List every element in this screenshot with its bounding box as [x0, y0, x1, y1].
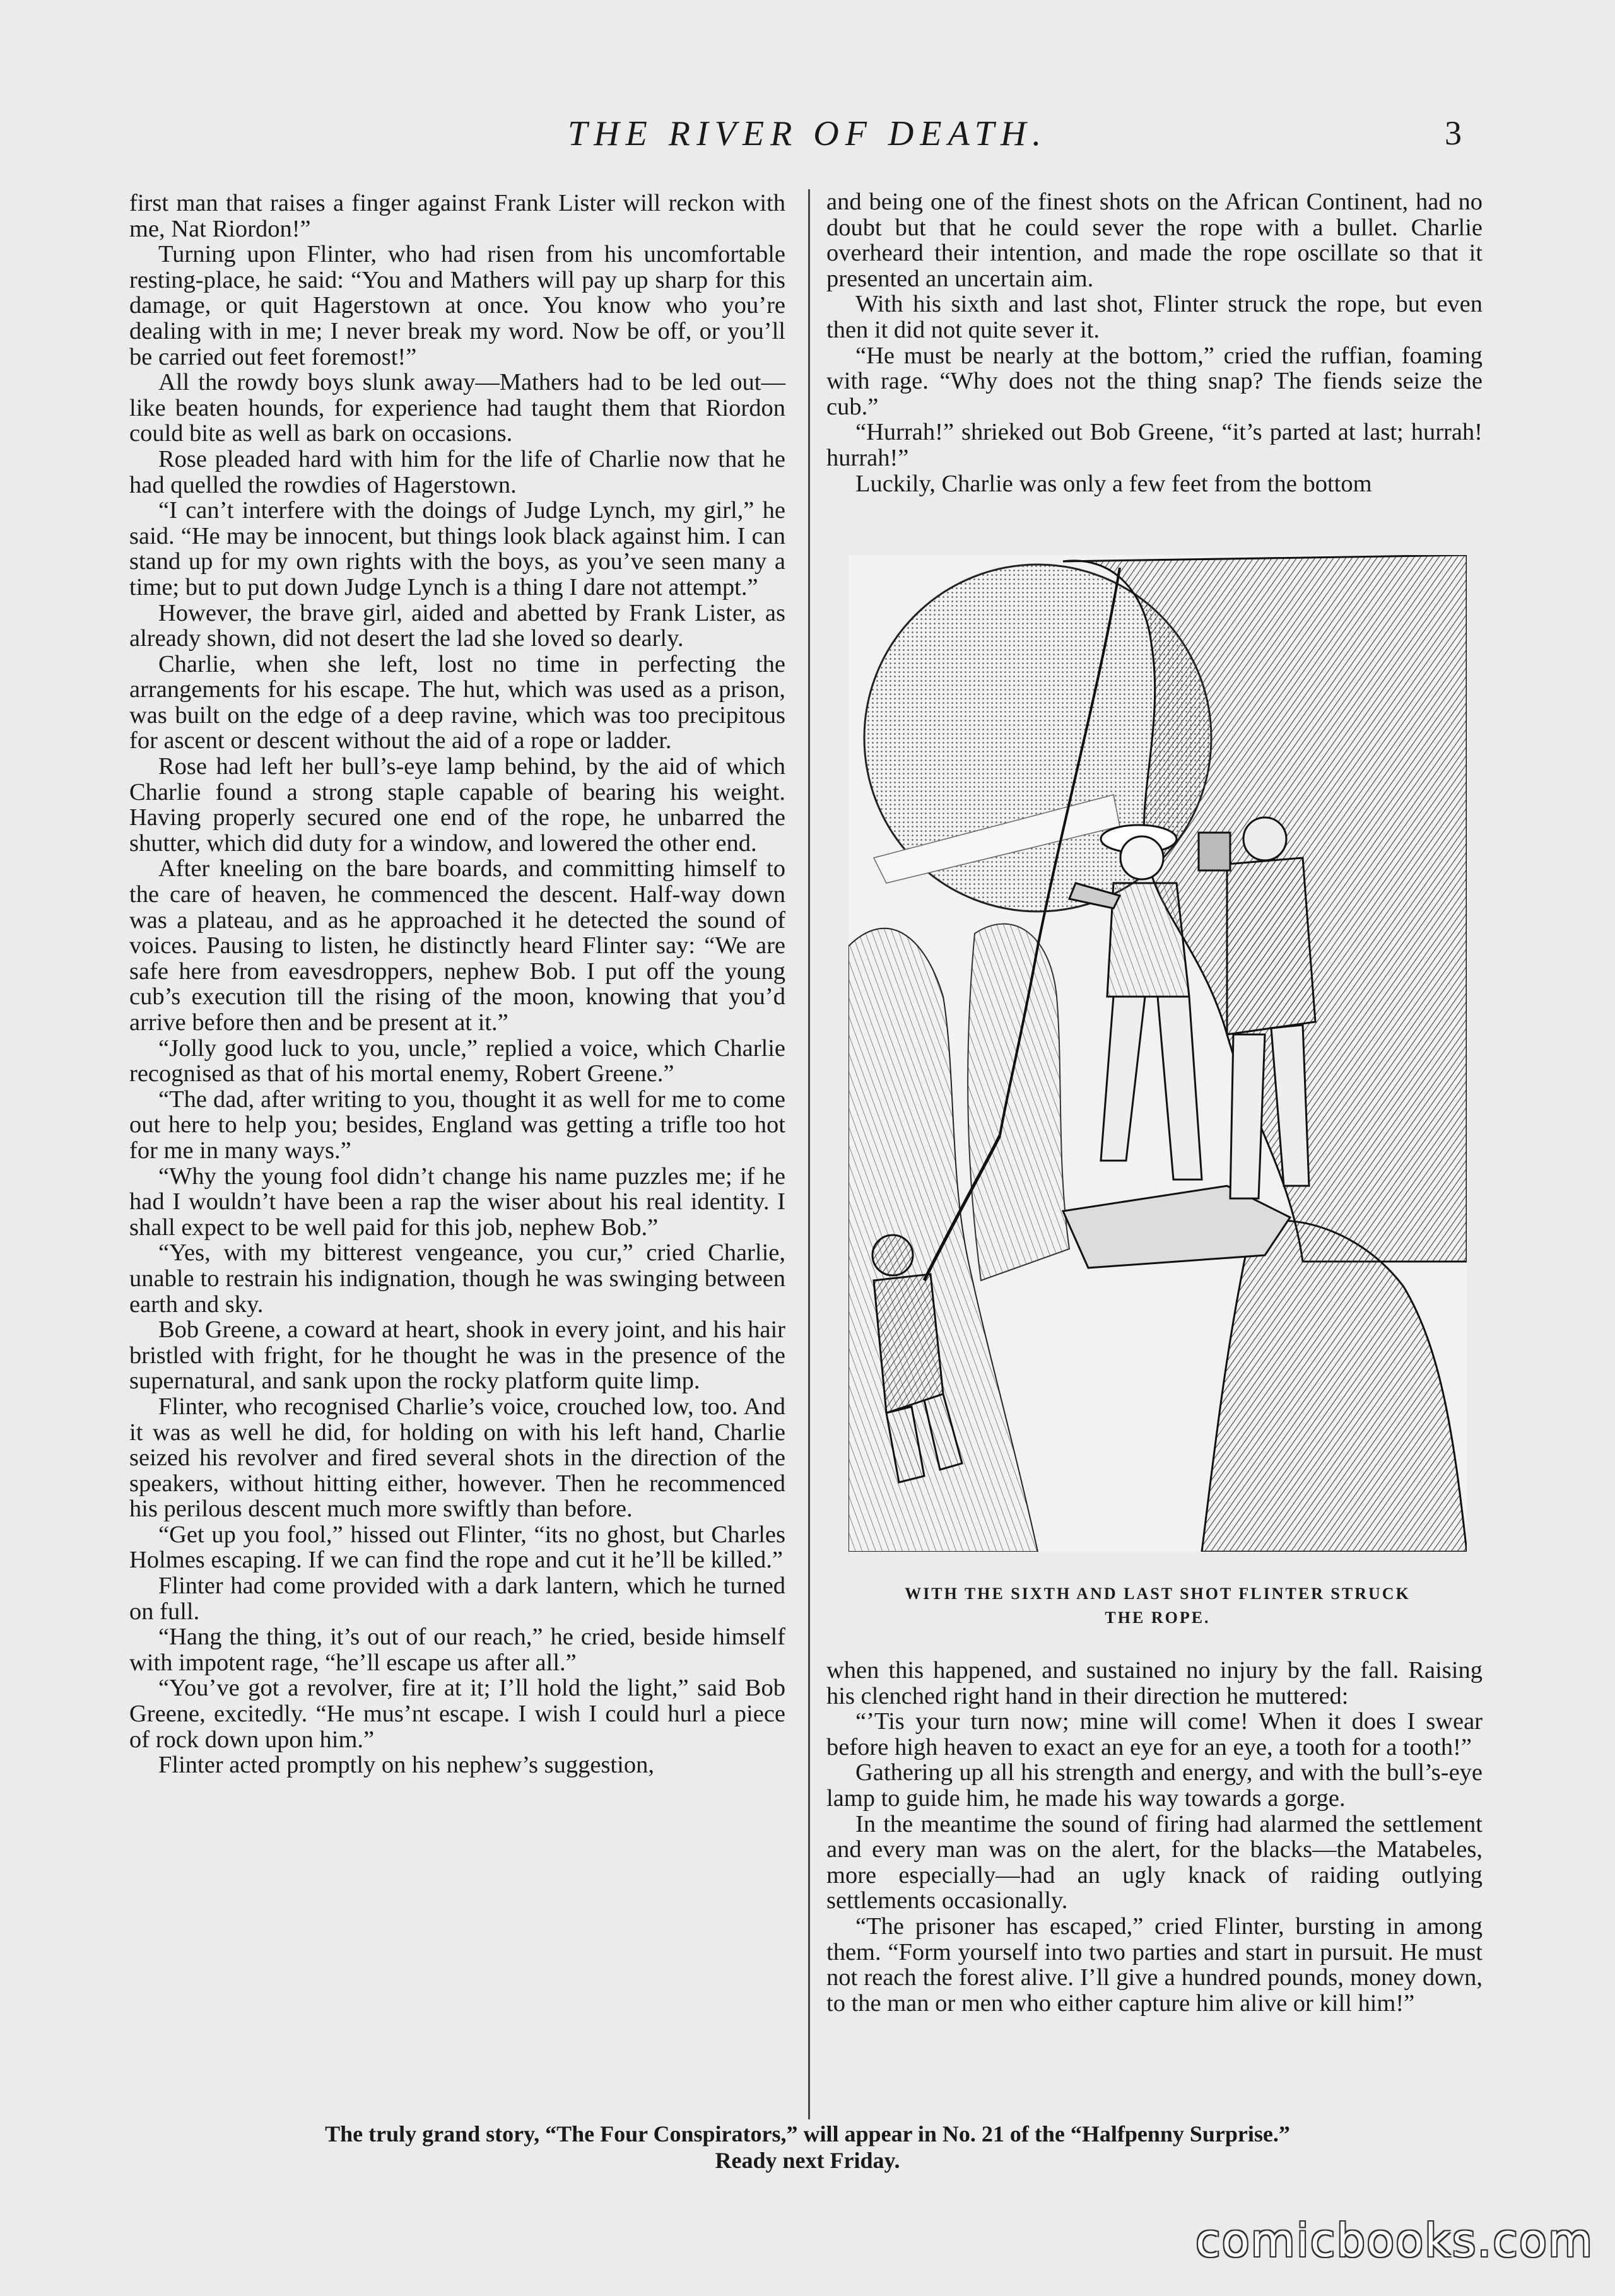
paragraph: “Hang the thing, it’s out of our reach,” he cried, beside himself with impotent rage, “he’ll escape us after all.” — [129, 1624, 785, 1676]
notice-line: Ready next Friday. — [715, 2148, 900, 2173]
notice-line: The truly grand story, “The Four Conspirators,” will appear in No. 21 of the “Halfpenny Surprise.” — [325, 2121, 1290, 2147]
next-issue-notice — [126, 2121, 1489, 2174]
paragraph: first man that raises a finger against Frank Lister will reckon with me, Nat Riordon!” — [129, 190, 785, 242]
left-column — [129, 190, 785, 1778]
site-watermark: comicbooks.com — [1195, 2214, 1594, 2267]
paragraph: With his sixth and last shot, Flinter struck the rope, but even then it did not quite sever it. — [826, 291, 1483, 343]
paragraph: Luckily, Charlie was only a few feet from the bottom — [855, 470, 1372, 497]
paragraph: “Get up you fool,” hissed out Flinter, “its no ghost, but Charles Holmes escaping. If we can find the rope and cut it he’ll be killed.” — [129, 1521, 785, 1574]
page-header — [0, 114, 1615, 170]
running-title: THE RIVER OF DEATH. — [568, 114, 1048, 153]
paragraph: Turning upon Flinter, who had risen from his uncomfortable resting-place, he said: “You and Mathers will pay up sharp for this damage, or quit Hagerstown at once. You know who you’re dealing with in me; I never break my word. Now be off, or you’ll be carried out feet foremost!” — [129, 241, 785, 370]
paragraph: “He must be nearly at the bottom,” cried the ruffian, foaming with rage. “Why does not the thing snap? The fiends seize the cub.” — [826, 342, 1483, 420]
paragraph: Charlie, when she left, lost no time in perfecting the arrangements for his escape. The hut, which was used as a prison, was built on the edge of a deep ravine, which was too precipitous for ascent or descent without the aid of a rope or ladder. — [129, 650, 785, 754]
paragraph: After kneeling on the bare boards, and committing himself to the care of heaven, he commenced the descent. Half-way down was a plateau, and as he approached it he detected the sound of voices. Pausing to listen, he distinctly heard Flinter say: “We are safe here from eavesdroppers, nephew Bob. I put off the young cub’s execution till the rising of the moon, knowing that you’d arrive before then and be present at it.” — [129, 855, 785, 1036]
paragraph: “You’ve got a revolver, fire at it; I’ll hold the light,” said Bob Greene, excitedly. “He mus’nt escape. I wish I could hurl a piece of rock down upon him.” — [129, 1675, 785, 1753]
engraving-illustration — [849, 555, 1467, 1552]
paragraph: and being one of the finest shots on the African Continent, had no doubt but that he could sever the rope with a bullet. Charlie overheard their intention, and made the rope oscillate so that it presented an uncertain aim. — [826, 189, 1483, 292]
paragraph: All the rowdy boys slunk away—Mathers had to be led out—like beaten hounds, for experience had taught them that Riordon could bite as well as bark on occasions. — [129, 369, 785, 447]
paragraph: “The prisoner has escaped,” cried Flinter, bursting in among them. “Form yourself into two parties and start in pursuit. He must not reach the forest alive. I’ll give a hundred pounds, money down, to the man or men who either capture him alive or kill him!” — [826, 1912, 1483, 2017]
paragraph: “Hurrah!” shrieked out Bob Greene, “it’s parted at last; hurrah! hurrah!” — [826, 419, 1483, 471]
column-divider — [808, 189, 810, 2119]
paragraph: “Why the young fool didn’t change his name puzzles me; if he had I wouldn’t have been a rap the wiser about his real identity. I shall expect to be well paid for this job, nephew Bob.” — [129, 1163, 785, 1241]
caption-line: WITH THE SIXTH AND LAST SHOT FLINTER STRUCK — [905, 1584, 1411, 1603]
paragraph: “Jolly good luck to you, uncle,” replied a voice, which Charlie recognised as that of his mortal enemy, Robert Greene.” — [129, 1034, 785, 1087]
paragraph: Rose had left her bull’s-eye lamp behind, by the aid of which Charlie found a strong staple capable of bearing his weight. Having properly secured one end of the rope, he unbarred the shutter, which did duty for a window, and lowered the other end. — [129, 753, 785, 857]
paragraph: Bob Greene, a coward at heart, shook in every joint, and his hair bristled with fright, for he thought he was in the presence of the supernatural, and sank upon the rocky platform quite limp. — [129, 1316, 785, 1395]
right-column-bottom — [826, 1658, 1483, 2016]
paragraph: Gathering up all his strength and energy, and with the bull’s-eye lamp to guide him, he made his way towards a gorge. — [826, 1759, 1483, 1812]
paragraph: However, the brave girl, aided and abetted by Frank Lister, as already shown, did not desert the lad she loved so dearly. — [129, 599, 785, 652]
paragraph: “’Tis your turn now; mine will come! When it does I swear before high heaven to exact an eye for an eye, a tooth for a tooth!” — [826, 1708, 1483, 1760]
page-number: 3 — [1445, 114, 1462, 152]
paragraph: Flinter had come provided with a dark lantern, which he turned on full. — [129, 1573, 785, 1625]
paragraph: In the meantime the sound of firing had alarmed the settlement and every man was on the alert, for the blacks—the Matabeles, more especially—had an ugly knack of raiding outlying settlements occasionally. — [826, 1810, 1483, 1914]
caption-line: THE ROPE. — [1105, 1608, 1211, 1627]
paragraph: “I can’t interfere with the doings of Judge Lynch, my girl,” he said. “He may be innocent, but things look black against him. I can stand up for my own rights with the boys, as you’ve seen many a time; but to put down Judge Lynch is a thing I dare not attempt.” — [129, 497, 785, 600]
paragraph: “Yes, with my bitterest vengeance, you cur,” cried Charlie, unable to restrain his indignation, though he was swinging between earth and sky. — [129, 1239, 785, 1318]
paragraph: Rose pleaded hard with him for the life of Charlie now that he had quelled the rowdies of Hagerstown. — [129, 445, 785, 498]
illustration-caption — [858, 1582, 1457, 1630]
paragraph: “The dad, after writing to you, thought it as well for me to come out here to help you; besides, England was getting a trifle too hot for me in many ways.” — [129, 1086, 785, 1164]
paragraph: when this happened, and sustained no injury by the fall. Raising his clenched right hand in their direction he muttered: — [826, 1657, 1483, 1709]
paragraph: Flinter, who recognised Charlie’s voice, crouched low, too. And it was as well he did, for holding on with his left hand, Charlie seized his revolver and fired several shots in the direction of the speakers, without hitting either, however. Then he recommenced his perilous descent much more swiftly than before. — [129, 1393, 785, 1523]
right-column-top — [826, 189, 1483, 496]
paragraph: Flinter acted promptly on his nephew’s suggestion, — [158, 1752, 654, 1779]
